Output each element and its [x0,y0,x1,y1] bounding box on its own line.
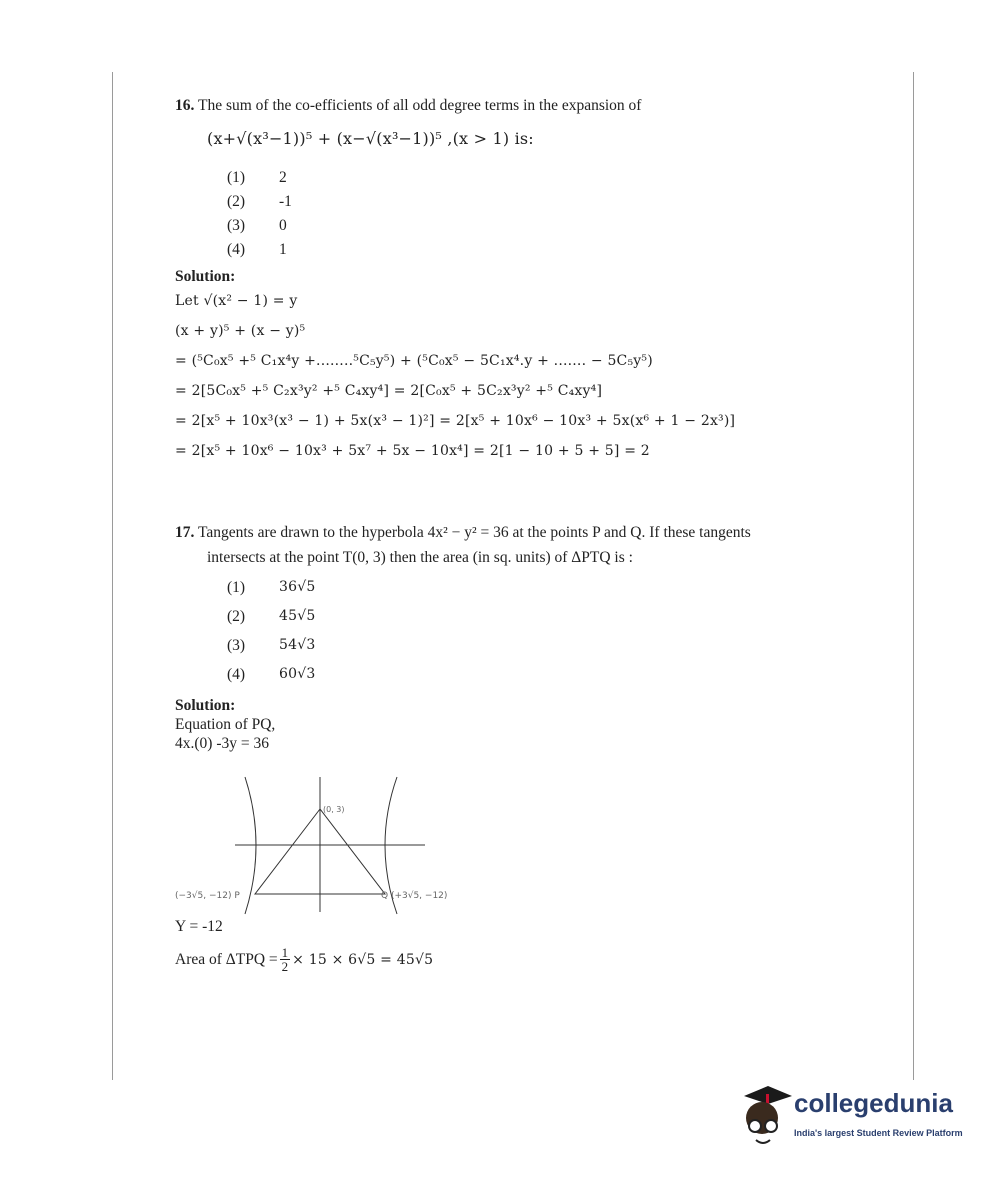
label-q: Q (+3√5, −12) [381,891,448,901]
question-number: 16. [175,97,195,114]
options-16 [227,165,875,261]
option-2: (2) 45√5 [227,608,316,626]
question-number: 17. [175,523,195,541]
solution-step: (x + y)⁵ + (x − y)⁵ [175,323,306,339]
option-4: (4) 60√3 [227,666,316,684]
option-3: (3) 0 [227,216,287,234]
fraction: $\frac{1}{2}$ [281,945,289,974]
logo-text: collegedunia [794,1088,953,1118]
question-text-cont: intersects at the point T(0, 3) then the area (in sq. units) of ΔPTQ is : [207,549,633,567]
question-17 [175,523,875,542]
solution-step: Let √(x² − 1) = y [175,293,298,309]
solution-step: Equation of PQ, [175,715,276,733]
option-1: (1) 36√5 [227,579,316,597]
left-margin-rule [112,72,113,1080]
hyperbola-sketch [175,772,475,920]
solution-step: 4x.(0) -3y = 36 [175,735,269,753]
mascot-icon [738,1082,794,1152]
solution-heading: Solution: [175,696,236,714]
logo-tagline: India's largest Student Review Platform [794,1128,963,1138]
solution-step: = 2[5C₀x⁵ +⁵ C₂x³y² +⁵ C₄xy⁴] = 2[C₀x⁵ + 5C₂x³y² +⁵ C₄xy⁴] [175,383,603,399]
solution-step: = 2[x⁵ + 10x³(x³ − 1) + 5x(x³ − 1)²] = 2[x⁵ + 10x⁶ − 10x³ + 5x(x⁶ + 1 − 2x³)] [175,413,736,429]
options-17 [227,574,875,690]
option-3: (3) 54√3 [227,637,316,655]
right-margin-rule [913,72,914,1080]
solution-heading: Solution: [175,268,236,286]
question-16 [175,96,875,115]
area-suffix: × 15 × 6√5 = 45√5 [292,951,434,968]
question-text: The sum of the co-efficients of all odd degree terms in the expansion of [197,97,642,114]
area-line [175,946,433,973]
area-prefix: Area of ΔTPQ = [175,950,278,968]
y-value: Y = -12 [175,918,223,935]
label-p: (−3√5, −12) P [175,891,240,901]
solution-step: = (⁵C₀x⁵ +⁵ C₁x⁴y +........⁵C₅y⁵) + (⁵C₀x⁵ − 5C₁x⁴.y + ....... − 5C₅y⁵) [175,353,653,369]
question-text: Tangents are drawn to the hyperbola 4x² − y² = 36 at the points P and Q. If these tangents [197,523,751,541]
collegedunia-logo [738,1082,963,1152]
question-expression: (x+√(x³−1))⁵ + (x−√(x³−1))⁵ ,(x > 1) is: [207,129,534,149]
option-1: (1) 2 [227,168,287,186]
option-2: (2) -1 [227,192,292,210]
solution-step: = 2[x⁵ + 10x⁶ − 10x³ + 5x⁷ + 5x − 10x⁴] = 2[1 − 10 + 5 + 5] = 2 [175,443,650,459]
label-t: (0, 3) [323,805,345,814]
page-content [175,96,875,754]
option-4: (4) 1 [227,240,287,258]
